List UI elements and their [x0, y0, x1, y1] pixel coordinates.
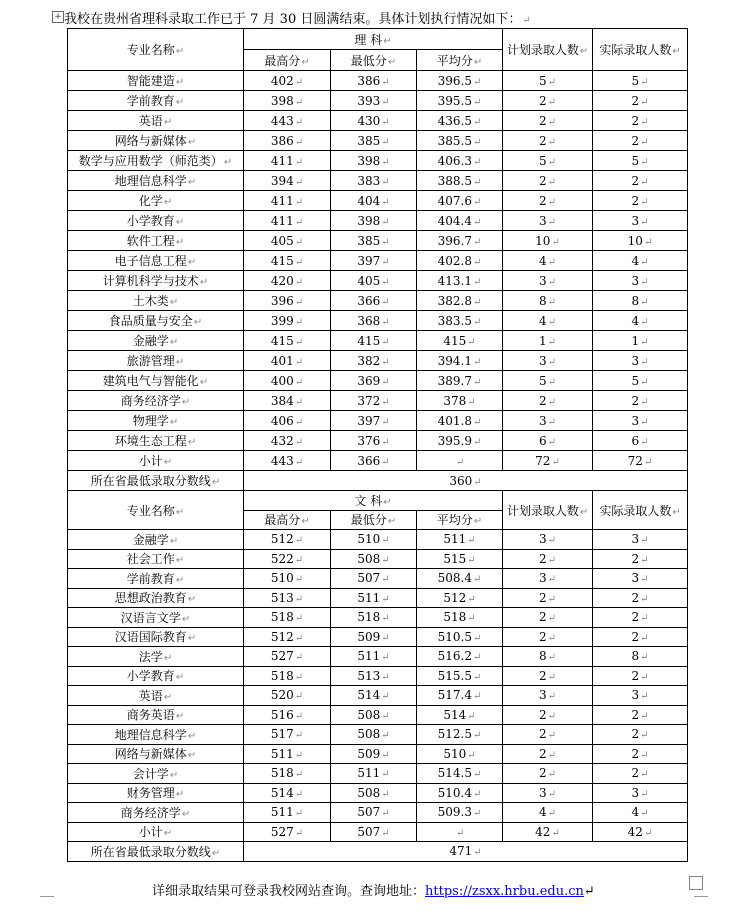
- arts-actual-header: 实际录取人数↵: [593, 491, 688, 530]
- table-row: [68, 411, 688, 431]
- arts-min-header: 最低分↵: [331, 510, 417, 530]
- max-cell: 411↵: [244, 191, 331, 211]
- actual-cell: 3↵: [593, 686, 688, 706]
- arts-major-header: 专业名称↵: [68, 491, 244, 530]
- plan-cell: 2↵: [503, 608, 593, 628]
- major-cell: 食品质量与安全↵: [68, 311, 244, 331]
- actual-cell: 4↵: [593, 251, 688, 271]
- avg-cell: 385.5↵: [417, 131, 503, 151]
- major-cell: 英语↵: [68, 111, 244, 131]
- min-cell: 385↵: [331, 231, 417, 251]
- plan-cell: 8↵: [503, 291, 593, 311]
- actual-cell: 2↵: [593, 549, 688, 569]
- max-cell: 432↵: [244, 431, 331, 451]
- min-cell: 511↵: [331, 764, 417, 784]
- plan-cell: 10↵: [503, 231, 593, 251]
- table-row: [68, 666, 688, 686]
- max-cell: 396↵: [244, 291, 331, 311]
- avg-header: 平均分↵: [417, 50, 503, 71]
- plan-cell: 2↵: [503, 744, 593, 764]
- plan-cell: 2↵: [503, 666, 593, 686]
- table-row: [68, 451, 688, 471]
- max-cell: 518↵: [244, 764, 331, 784]
- table-row: [68, 171, 688, 191]
- major-cell: 思想政治教育↵: [68, 588, 244, 608]
- max-cell: 512↵: [244, 627, 331, 647]
- actual-cell: 42↵: [593, 822, 688, 842]
- arts-group-header: 文 科↵: [244, 491, 503, 511]
- actual-cell: 3↵: [593, 530, 688, 550]
- min-cell: 386↵: [331, 71, 417, 91]
- table-row: [68, 231, 688, 251]
- actual-cell: 4↵: [593, 311, 688, 331]
- avg-cell: 436.5↵: [417, 111, 503, 131]
- min-cell: 368↵: [331, 311, 417, 331]
- plan-cell: 72↵: [503, 451, 593, 471]
- actual-cell: 2↵: [593, 91, 688, 111]
- science-group-header: 理 科↵: [244, 29, 503, 50]
- min-cell: 369↵: [331, 371, 417, 391]
- min-cell: 415↵: [331, 331, 417, 351]
- major-cell: 网络与新媒体↵: [68, 744, 244, 764]
- min-cell: 397↵: [331, 411, 417, 431]
- table-row: [68, 764, 688, 784]
- major-cell: 商务英语↵: [68, 705, 244, 725]
- table-row: [68, 111, 688, 131]
- table-row: [68, 191, 688, 211]
- plan-cell: 6↵: [503, 431, 593, 451]
- min-cell: 518↵: [331, 608, 417, 628]
- min-cell: 376↵: [331, 431, 417, 451]
- admission-table: [67, 28, 688, 862]
- actual-cell: 8↵: [593, 291, 688, 311]
- arts-max-header: 最高分↵: [244, 510, 331, 530]
- actual-cell: 2↵: [593, 131, 688, 151]
- table-row: [68, 549, 688, 569]
- actual-cell: 5↵: [593, 151, 688, 171]
- max-cell: 384↵: [244, 391, 331, 411]
- plan-cell: 3↵: [503, 411, 593, 431]
- min-cell: 510↵: [331, 530, 417, 550]
- actual-cell: 3↵: [593, 783, 688, 803]
- min-cell: 366↵: [331, 291, 417, 311]
- avg-cell: 510.5↵: [417, 627, 503, 647]
- avg-cell: 512↵: [417, 588, 503, 608]
- major-cell: 金融学↵: [68, 530, 244, 550]
- min-cell: 398↵: [331, 211, 417, 231]
- actual-cell: 2↵: [593, 588, 688, 608]
- actual-cell: 3↵: [593, 351, 688, 371]
- major-cell: 网络与新媒体↵: [68, 131, 244, 151]
- plan-cell: 2↵: [503, 725, 593, 745]
- max-cell: 511↵: [244, 803, 331, 823]
- avg-cell: 516.2↵: [417, 647, 503, 667]
- table-row: [68, 151, 688, 171]
- avg-cell: 389.7↵: [417, 371, 503, 391]
- table-row: [68, 371, 688, 391]
- max-cell: 411↵: [244, 151, 331, 171]
- table-row: [68, 822, 688, 842]
- max-cell: 511↵: [244, 744, 331, 764]
- plan-cell: 5↵: [503, 151, 593, 171]
- min-cell: 507↵: [331, 803, 417, 823]
- actual-cell: 2↵: [593, 764, 688, 784]
- major-cell: 会计学↵: [68, 764, 244, 784]
- avg-cell: 382.8↵: [417, 291, 503, 311]
- actual-cell: 3↵: [593, 211, 688, 231]
- table-row: [68, 311, 688, 331]
- avg-cell: 395.9↵: [417, 431, 503, 451]
- plan-cell: 3↵: [503, 530, 593, 550]
- min-cell: 430↵: [331, 111, 417, 131]
- major-cell: 汉语言文学↵: [68, 608, 244, 628]
- table-row: [68, 331, 688, 351]
- min-cell: 513↵: [331, 666, 417, 686]
- table-row: [68, 91, 688, 111]
- table-row: [68, 569, 688, 589]
- avg-cell: 396.7↵: [417, 231, 503, 251]
- min-cell: 385↵: [331, 131, 417, 151]
- plan-cell: 2↵: [503, 191, 593, 211]
- max-cell: 386↵: [244, 131, 331, 151]
- table-row: [68, 291, 688, 311]
- avg-cell: ↵: [417, 451, 503, 471]
- max-cell: 517↵: [244, 725, 331, 745]
- major-cell: 社会工作↵: [68, 549, 244, 569]
- table-row: [68, 271, 688, 291]
- major-cell: 计算机科学与技术↵: [68, 271, 244, 291]
- plan-cell: 3↵: [503, 686, 593, 706]
- major-cell: 化学↵: [68, 191, 244, 211]
- table-row: [68, 211, 688, 231]
- min-cell: 511↵: [331, 588, 417, 608]
- major-cell: 地理信息科学↵: [68, 725, 244, 745]
- max-cell: 399↵: [244, 311, 331, 331]
- plan-cell: 5↵: [503, 71, 593, 91]
- plan-header: 计划录取人数↵: [503, 29, 593, 71]
- max-cell: 398↵: [244, 91, 331, 111]
- intro-label: 我校在贵州省理科录取工作已于 7 月 30 日圆满结束。具体计划执行情况如下：: [64, 12, 522, 27]
- avg-cell: 515↵: [417, 549, 503, 569]
- science-rows: [68, 71, 688, 471]
- min-cell: 366↵: [331, 451, 417, 471]
- major-cell: 汉语国际教育↵: [68, 627, 244, 647]
- table-row: [68, 431, 688, 451]
- plan-cell: 2↵: [503, 588, 593, 608]
- arts-avg-header: 平均分↵: [417, 510, 503, 530]
- actual-cell: 4↵: [593, 803, 688, 823]
- plan-cell: 2↵: [503, 91, 593, 111]
- max-cell: 522↵: [244, 549, 331, 569]
- actual-cell: 1↵: [593, 331, 688, 351]
- actual-header: 实际录取人数↵: [593, 29, 688, 71]
- min-cell: 514↵: [331, 686, 417, 706]
- actual-cell: 2↵: [593, 666, 688, 686]
- arts-minline-value: 471↵: [244, 842, 688, 862]
- major-cell: 小计↵: [68, 451, 244, 471]
- plan-cell: 3↵: [503, 271, 593, 291]
- table-row: [68, 131, 688, 151]
- avg-cell: 510↵: [417, 744, 503, 764]
- major-cell: 金融学↵: [68, 331, 244, 351]
- actual-cell: 2↵: [593, 627, 688, 647]
- plan-cell: 2↵: [503, 111, 593, 131]
- science-minline: [68, 471, 688, 491]
- major-cell: 小学教育↵: [68, 666, 244, 686]
- min-cell: 507↵: [331, 569, 417, 589]
- plan-cell: 4↵: [503, 803, 593, 823]
- major-cell: 地理信息科学↵: [68, 171, 244, 191]
- major-cell: 旅游管理↵: [68, 351, 244, 371]
- actual-cell: 6↵: [593, 431, 688, 451]
- max-cell: 520↵: [244, 686, 331, 706]
- max-cell: 415↵: [244, 331, 331, 351]
- table-row: [68, 803, 688, 823]
- paragraph-mark: ↵: [583, 884, 595, 899]
- max-cell: 443↵: [244, 111, 331, 131]
- arts-minline-label: 所在省最低录取分数线↵: [68, 842, 244, 862]
- min-cell: 404↵: [331, 191, 417, 211]
- max-cell: 527↵: [244, 647, 331, 667]
- plan-cell: 4↵: [503, 311, 593, 331]
- avg-cell: ↵: [417, 822, 503, 842]
- avg-cell: 514↵: [417, 705, 503, 725]
- max-cell: 394↵: [244, 171, 331, 191]
- major-cell: 财务管理↵: [68, 783, 244, 803]
- major-cell: 法学↵: [68, 647, 244, 667]
- science-minline-value: 360↵: [244, 471, 688, 491]
- avg-cell: 388.5↵: [417, 171, 503, 191]
- table-row: [68, 686, 688, 706]
- min-cell: 508↵: [331, 725, 417, 745]
- avg-cell: 402.8↵: [417, 251, 503, 271]
- table-row: [68, 744, 688, 764]
- max-cell: 420↵: [244, 271, 331, 291]
- table-row: [68, 351, 688, 371]
- actual-cell: 2↵: [593, 111, 688, 131]
- footer-note: [152, 880, 595, 899]
- avg-cell: 378↵: [417, 391, 503, 411]
- science-section: [68, 29, 688, 71]
- actual-cell: 2↵: [593, 705, 688, 725]
- actual-cell: 2↵: [593, 191, 688, 211]
- max-cell: 406↵: [244, 411, 331, 431]
- min-cell: 508↵: [331, 783, 417, 803]
- plan-cell: 3↵: [503, 211, 593, 231]
- avg-cell: 508.4↵: [417, 569, 503, 589]
- plan-cell: 2↵: [503, 705, 593, 725]
- table-row: [68, 588, 688, 608]
- max-header: 最高分↵: [244, 50, 331, 71]
- major-cell: 环境生态工程↵: [68, 431, 244, 451]
- avg-cell: 383.5↵: [417, 311, 503, 331]
- actual-cell: 2↵: [593, 744, 688, 764]
- max-cell: 411↵: [244, 211, 331, 231]
- actual-cell: 72↵: [593, 451, 688, 471]
- actual-cell: 5↵: [593, 371, 688, 391]
- min-cell: 511↵: [331, 647, 417, 667]
- min-cell: 508↵: [331, 705, 417, 725]
- arts-rows: [68, 530, 688, 842]
- plan-cell: 4↵: [503, 251, 593, 271]
- max-cell: 443↵: [244, 451, 331, 471]
- end-of-cell-box: [689, 876, 703, 890]
- actual-cell: 3↵: [593, 411, 688, 431]
- table-row: [68, 647, 688, 667]
- arts-section: [68, 491, 688, 530]
- table-row: [68, 783, 688, 803]
- plan-cell: 2↵: [503, 171, 593, 191]
- max-cell: 516↵: [244, 705, 331, 725]
- major-cell: 商务经济学↵: [68, 391, 244, 411]
- major-cell: 软件工程↵: [68, 231, 244, 251]
- min-cell: 398↵: [331, 151, 417, 171]
- actual-cell: 3↵: [593, 271, 688, 291]
- min-cell: 509↵: [331, 627, 417, 647]
- table-row: [68, 705, 688, 725]
- major-cell: 智能建造↵: [68, 71, 244, 91]
- major-cell: 建筑电气与智能化↵: [68, 371, 244, 391]
- major-cell: 数学与应用数学（师范类）↵: [68, 151, 244, 171]
- major-cell: 小学教育↵: [68, 211, 244, 231]
- avg-cell: 395.5↵: [417, 91, 503, 111]
- table-row: [68, 627, 688, 647]
- table-row: [68, 608, 688, 628]
- plan-cell: 42↵: [503, 822, 593, 842]
- min-cell: 509↵: [331, 744, 417, 764]
- major-cell: 英语↵: [68, 686, 244, 706]
- plan-cell: 2↵: [503, 391, 593, 411]
- max-cell: 518↵: [244, 608, 331, 628]
- plan-cell: 2↵: [503, 131, 593, 151]
- actual-cell: 2↵: [593, 608, 688, 628]
- major-cell: 物理学↵: [68, 411, 244, 431]
- min-cell: 393↵: [331, 91, 417, 111]
- major-cell: 学前教育↵: [68, 91, 244, 111]
- max-cell: 513↵: [244, 588, 331, 608]
- major-cell: 土木类↵: [68, 291, 244, 311]
- plan-cell: 1↵: [503, 331, 593, 351]
- min-cell: 383↵: [331, 171, 417, 191]
- avg-cell: 415↵: [417, 331, 503, 351]
- min-cell: 372↵: [331, 391, 417, 411]
- avg-cell: 515.5↵: [417, 666, 503, 686]
- avg-cell: 509.3↵: [417, 803, 503, 823]
- actual-cell: 3↵: [593, 569, 688, 589]
- min-cell: 508↵: [331, 549, 417, 569]
- max-cell: 405↵: [244, 231, 331, 251]
- plan-cell: 3↵: [503, 783, 593, 803]
- max-cell: 401↵: [244, 351, 331, 371]
- actual-cell: 2↵: [593, 171, 688, 191]
- table-move-handle-icon[interactable]: +: [52, 11, 64, 23]
- min-header: 最低分↵: [331, 50, 417, 71]
- max-cell: 402↵: [244, 71, 331, 91]
- plan-cell: 8↵: [503, 647, 593, 667]
- table-row: [68, 71, 688, 91]
- table-row: [68, 391, 688, 411]
- min-cell: 405↵: [331, 271, 417, 291]
- table-row: [68, 251, 688, 271]
- plan-cell: 2↵: [503, 549, 593, 569]
- min-cell: 507↵: [331, 822, 417, 842]
- avg-cell: 517.4↵: [417, 686, 503, 706]
- actual-cell: 2↵: [593, 391, 688, 411]
- major-cell: 学前教育↵: [68, 569, 244, 589]
- max-cell: 510↵: [244, 569, 331, 589]
- query-link[interactable]: https://zsxx.hrbu.edu.cn: [425, 884, 584, 899]
- science-minline-label: 所在省最低录取分数线↵: [68, 471, 244, 491]
- plan-cell: 2↵: [503, 764, 593, 784]
- avg-cell: 413.1↵: [417, 271, 503, 291]
- avg-cell: 511↵: [417, 530, 503, 550]
- plan-cell: 5↵: [503, 371, 593, 391]
- avg-cell: 514.5↵: [417, 764, 503, 784]
- major-cell: 电子信息工程↵: [68, 251, 244, 271]
- major-header: 专业名称↵: [68, 29, 244, 71]
- max-cell: 400↵: [244, 371, 331, 391]
- plan-cell: 3↵: [503, 351, 593, 371]
- avg-cell: 394.1↵: [417, 351, 503, 371]
- major-cell: 商务经济学↵: [68, 803, 244, 823]
- max-cell: 518↵: [244, 666, 331, 686]
- actual-cell: 8↵: [593, 647, 688, 667]
- paragraph-mark: ↵: [522, 15, 531, 26]
- max-cell: 527↵: [244, 822, 331, 842]
- actual-cell: 5↵: [593, 71, 688, 91]
- avg-cell: 404.4↵: [417, 211, 503, 231]
- table-row: [68, 530, 688, 550]
- footer-text: 详细录取结果可登录我校网站查询。查询地址：: [152, 884, 426, 899]
- avg-cell: 406.3↵: [417, 151, 503, 171]
- max-cell: 512↵: [244, 530, 331, 550]
- avg-cell: 407.6↵: [417, 191, 503, 211]
- min-cell: 397↵: [331, 251, 417, 271]
- plan-cell: 2↵: [503, 627, 593, 647]
- plan-cell: 3↵: [503, 569, 593, 589]
- avg-cell: 518↵: [417, 608, 503, 628]
- avg-cell: 401.8↵: [417, 411, 503, 431]
- table-row: [68, 725, 688, 745]
- avg-cell: 510.4↵: [417, 783, 503, 803]
- intro-text: [64, 8, 531, 27]
- arts-plan-header: 计划录取人数↵: [503, 491, 593, 530]
- actual-cell: 10↵: [593, 231, 688, 251]
- major-cell: 小计↵: [68, 822, 244, 842]
- max-cell: 514↵: [244, 783, 331, 803]
- max-cell: 415↵: [244, 251, 331, 271]
- min-cell: 382↵: [331, 351, 417, 371]
- avg-cell: 512.5↵: [417, 725, 503, 745]
- actual-cell: 2↵: [593, 725, 688, 745]
- avg-cell: 396.5↵: [417, 71, 503, 91]
- arts-minline: [68, 842, 688, 862]
